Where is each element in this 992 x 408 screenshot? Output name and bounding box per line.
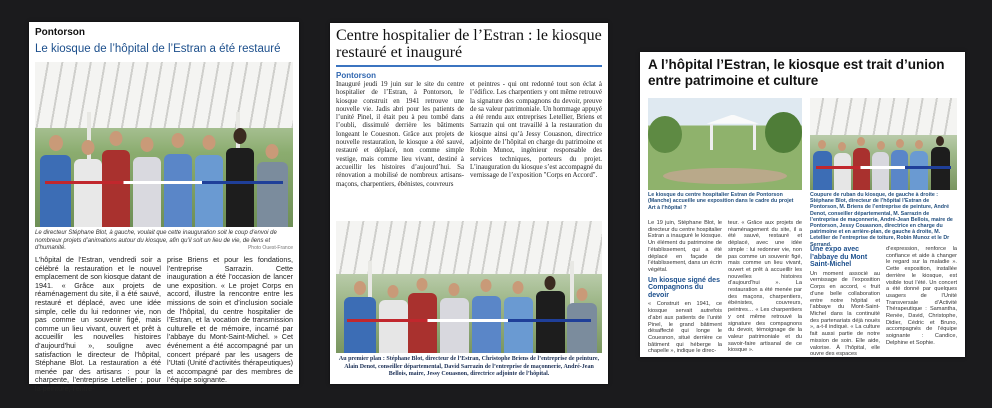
subheading-compagnons: Un kiosque signé des Compagnons du devoir [648,276,720,299]
article-column-2: et peintres - qui ont redonné tout son éclat à l’édifice. Les charpentiers y ont même retrouvé la signature des compagnons du devoir, preuve de sa valeur patrimoniale. Un hommage appuyé a été rendu aux entreprises Letellier, Briens et Sarrazin qui ont travaillé à la restauration du kiosque ainsi qu’à Jessy Couasnon, directrice adjointe de l’hôpital en charge du patrimoine et Robin Munoz, ingénieur responsable des services techniques, porteurs du projet. L’inauguration du kiosque s’est accompagné du vernissage de l’exposition "Corps en Accord". [470,81,602,180]
clipping-manche-libre [330,23,608,384]
photo-credit: Photo Ouest-France [247,245,293,252]
caption-text: Le directeur Stéphane Blot, à gauche, voulait que cette inauguration soit le coup d’envoi de nombreux projets d’animations autour du kiosque, afin qu’il soit un lieu de vie, de liens et d’humanité. [35,230,277,252]
kiosk-ribbon-photo [810,98,957,190]
body-text: « Construit en 1941, ce kiosque servait autrefois d’abri aux patients de l’unité Pinel, le grand bâtiment désaffecté qui longe le Couesnon, situé derrière ce bâtiment qui héberge la chapelle », indique le direc- [648,301,722,355]
section-label: Pontorson [336,71,376,80]
people-group [810,127,957,190]
body-text: Un moment associé au vernissage de l’exposition Corps en accord, « fruit d’une belle collaboration entre notre hôpital et l’abbaye du Mont-Saint-Michel dans la continuité des partenariats déjà noués », a-t-il indiqué. « La culture fait aussi partie de notre mission de soin. Elle aide, valorise. À l’hôpital, elle ouvre des espaces [810,270,880,358]
subheading-expo: Une expo avec l’abbaye du Mont Saint-Michel [810,246,868,269]
clipping-ouest-france [29,22,299,393]
kiosk-ribbon-photo [336,221,602,353]
headline: A l’hôpital l’Estran, le kiosque est trait d’union entre patrimoine et culture [648,57,945,88]
photo-caption-left: Le kiosque du centre hospitalier Estran de Pontorson (Manche) accueille une exposition dans le cadre du projet Art à l’hôpital ? [648,192,794,211]
article-column-4: d’expression, renforce la confiance et aide à changer le regard sur la maladie ». Cette exposition, installée derrière le kiosque, est visible tout l’été. Un concert a été donné par quelques usagers de l’Unité Transversale d’Activité Thérapeutique : Samantha, Renée, David, Christophe, Didier, Cédric et Bruno, accompagnés de l’équipe soignante : Candice, Delphine et Sophie. [886,246,957,346]
header-rule [336,65,602,67]
section-label: Pontorson [35,27,85,38]
article-column-2: prise Briens et pour les fondations, l’entreprise Sarrazin. Cette inauguration a été l’occasion de lancer une exposition. « Le projet Corps en accord, illustre la rencontre entre les missions de soin et d’inclusion sociale de l’hôpital, du centre hospitalier de l’Estran, et la vocation de transmission culturelle et de mémoire, incarné par l’abbaye du Mont-Saint-Michel. » Cet événement a été accompagné par un concert préparé par les usagers de l’Utati (Unité d’activités thérapeutiques) et accompagné par des membres de l’équipe soignante. [167,255,293,385]
people-group [336,263,602,353]
people-group [35,115,293,227]
kiosk-ribbon-photo [35,62,293,227]
headline: Centre hospitalier de l’Estran : le kiosque restauré et inauguré [336,27,602,61]
headline: Le kiosque de l’hôpital de l’Estran a été restauré [35,43,281,55]
kiosk-garden-photo [648,98,802,190]
article-column-2: teur. « Grâce aux projets de réaménagement du site, il a été sauvé, restauré et déplacé, avec une idée simple : lui redonner vie, non pas comme un souvenir figé, mais comme un lieu vivant, ouvert et prêt à accueillir les nouvelles histoires d’aujourd’hui ». La restauration a été menée par des maçons, charpentiers, ébénistes, couvreurs, peintres… « Les charpentiers y ont même retrouvé la signature des compagnons du devoir, témoignage de la valeur patrimoniale et du savoir-faire artisanal de ce kiosque ». [728,220,802,354]
photo-caption [35,230,293,254]
intro-text: Le 19 juin, Stéphane Blot, le directeur du centre hospitalier Estran a inauguré le kiosque. Un élément du patrimoine de l’établissement, qui a été déplacé en façade de l’établissement, dans un écrin végétal. [648,220,722,273]
article-column-1: Inauguré jeudi 19 juin sur le site du centre hospitalier de l’Estran, à Pontorson, le kiosque construit en 1941 retrouve une nouvelle vie. Jadis abri pour les patients de l’unité Pinel, il était peu à peu tombé dans l’oubli, dissimulé derrière les bâtiments longeant le Couesnon. Grâce aux projets de nouvelle restauration, le kiosque a été sauvé, restauré et déplacé, non comme simple vestige, mais comme lieu vivant, destiné à accueillir les histoires d’aujourd’hui. Sa rénovation a mobilisé de nombreux artisans-maçons, charpentiers, ébénistes, couvreurs [336,81,464,188]
article-column-3 [810,246,880,358]
clipping-lentreprise [640,52,965,357]
article-column-1: L’hôpital de l’Estran, vendredi soir a célébré la restauration et le nouvel emplacement de son kiosque datant de 1941. « Grâce aux projets de réaménagement du site, il a été sauvé, restauré et déplacé, avec une idée simple, celle du lui redonner vie, non pas comme un souvenir figé, mais comme un lieu vivant, ouvert et prêt à accueillir les nouvelles histoires d’aujourd’hui », souligne avec satisfaction le directeur de l’hôpital, Stéphane Blot. La restauration a été menée par des artisans : pour la charpente, l’entreprise Letellier ; pour la peinture, l’entre- [35,255,161,393]
photo-caption: Au premier plan : Stéphane Blot, directeur de l’Estran, Christophe Briens de l’entreprise de peinture, Alain Denot, conseiller départemental, David Sarrazin de l’entreprise de maçonnerie, André-Jean Bellois, maire, Jessy Couasnon, directrice adjointe de l’hôpital. [338,356,600,378]
photo-caption-right: Coupure de ruban du kiosque, de gauche à droite : Stéphane Blot, directeur de l’hôpital l’Estran de Pontorson, M. Briens de l’entreprise de peinture, André Denot, conseiller départemental, M. Sarrazin de l’entreprise de maçonnerie, André-Jean Bellois, maire de Pontorson, Jessy Couasnon, directrice en charge du patrimoine et en arrière-plan, de gauche à droite, M. Letellier de l’entreprise de toiture, Robin Munoz et le Dr Serrand. [810,192,953,248]
article-column-1 [648,220,722,353]
